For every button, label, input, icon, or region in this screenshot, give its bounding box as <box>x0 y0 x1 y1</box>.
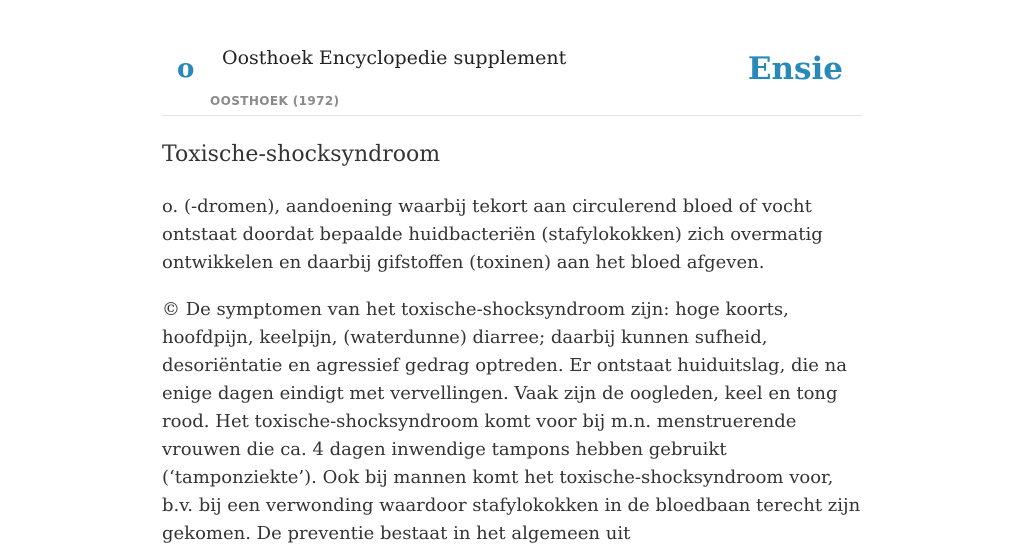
source-logo[interactable]: o <box>177 54 195 84</box>
article-paragraph-definition: o. (-dromen), aandoening waarbij tekort aan circulerend bloed of vocht ontstaat doordat bepaalde huidbacteriën (stafylokokken) zich overmatig ontwikkelen en daarbij gifstoffen (toxinen) aan het bloed afgeven. <box>162 196 823 273</box>
source-header <box>162 0 862 116</box>
source-publisher-year: OOSTHOEK (1972) <box>210 94 340 108</box>
ensie-logo-link[interactable]: Ensie <box>747 51 843 87</box>
page-container <box>162 0 862 548</box>
source-title-link[interactable]: Oosthoek Encyclopedie supplement <box>222 47 567 69</box>
article-paragraph-symptoms: © De symptomen van het toxische-shocksyndroom zijn: hoge koorts, hoofdpijn, keelpijn, (waterdunne) diarree; daarbij kunnen sufheid, desoriëntatie en agressief gedrag optreden. Er ontstaat huiduitslag, die na enige dagen eindigt met vervellingen. Vaak zijn de oogleden, keel en tong rood. Het toxische-shocksyndroom komt voor bij m.n. menstruerende vrouwen die ca. 4 dagen inwendige tampons hebben gebruikt (‘tamponziekte’). Ook bij mannen komt het toxische-shocksyndroom voor, b.v. bij een verwonding waardoor stafylokokken in de bloedbaan terecht zijn gekomen. De preventie bestaat in het algemeen uit <box>162 299 861 544</box>
article-title: Toxische-shocksyndroom <box>162 142 441 167</box>
